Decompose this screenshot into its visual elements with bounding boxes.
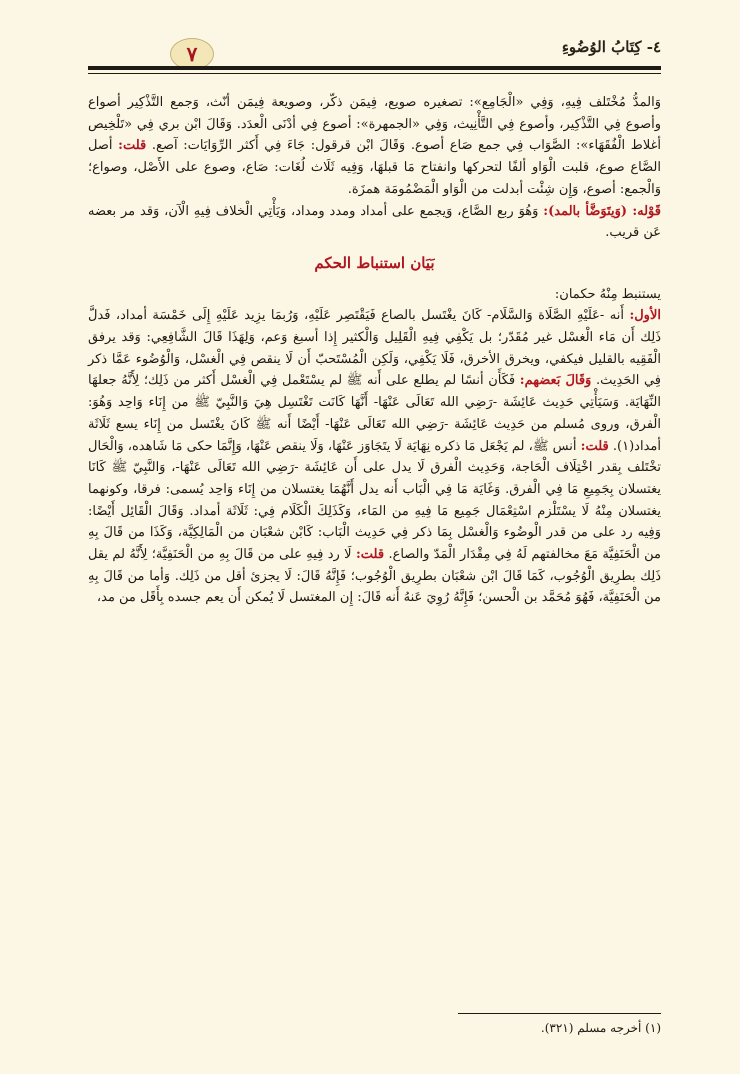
header-rule-thin — [88, 73, 661, 74]
al-awwal-label: الأول: — [629, 308, 661, 324]
qult-label: قلت: — [355, 547, 385, 563]
body-text — [88, 92, 661, 609]
paragraph: وَالمدُّ مُخْتَلف فِيهِ، وَفِي «الْجَامِع»: تصغيره صويع، فِيمَن ذكّر، وصويعة فِيمَن أنّث، وَجمع التَّذْكِير أصواع وأصوع فِي التَّذْكِير، وأصوع فِي التَّأْنِيث، وَفِي «الجمهرة»: أصوع فِي أدْنَى الْعدَد. وَقَالَ ابْن بري فِي «تَلْخِيص أغلاط الْفُقَهَاء»: الصَّوَاب فِي جمع صَاع أصوع. وَقَالَ ابْن قرقول: جَاءَ فِي أَكثر الرِّوَايَات: آصع. قلت: أصل الصَّاع صوع، قلبت الْوَاو ألفًا لتحركها وانفتاح مَا قبلهَا، وَفِيه ثَلَاث لُغَات: صَاع، وصوع على الأَصْل، وصواع؛ وَالْجمع: أصوع، وَإِن شِئْت أبدلت من الْوَاو الْمَضْمُومَة همزَة. — [88, 95, 661, 197]
header-rule-thick — [88, 66, 661, 70]
wa-qal-al-qail-label: وَقَالَ الْقَائِل أَيْضًا: — [88, 503, 184, 519]
qult-label: قلت: — [118, 138, 147, 154]
paragraph: الأول: أَنه -عَلَيْهِ الصَّلَاة وَالسَّلَام- كَانَ يغْتَسل بالصاع فَيَقْتَصِر عَلَيْهِ، وَرُبمَا يزِيد عَلَيْهِ إِلَى خَمْسَة أمداد، فَدلَّ ذَلِك أَن مَاء الْغسْل غير مُقَدّر؛ بل يَكْفِي فِيهِ الْقَلِيل وَالْكثير إِذا أسبغ وَعم، وَلِهَذَا قَالَ الشَّافِعِي: وَقد يرفق الْفَقِيه بالقليل فيكفي، ويخرق الأخرق، فَلَا يَكْفِي، وَلَكِن الْمُسْتَحبّ أَن لَا ينقص فِي الْغسْل، وَالْوُضُوء عَمَّا ذكر فِي الحَدِيث. وَقَالَ بَعضهم: فَكَأَن أنسًا لم يطلع على أَنه ﷺ لم يسْتَعْمل فِي الْغسْل أَكثر من ذَلِك؛ لِأَنَّهُ جعلهَا النِّهَايَة. وَسَيَأْتِي حَدِيث عَائِشَة -رَضِي الله تَعَالَى عَنْهَا- أَنَّهَا كَانَت تَغْتَسِل هِيَ وَالنَّبِيّ ﷺ من إِنَاء وَاحِد وَهُوَ: الْفرق، وروى مُسلم من حَدِيث عَائِشَة -رَضِي الله تَعَالَى عَنْهَا- أَيْضًا أَنه ﷺ كَانَ يغْتَسل من إِنَاء يسع ثَلَاثَة أمداد(١). قلت: أنس ﷺ، لم يَجْعَل مَا ذكره نِهَايَة لَا يتَجَاوَز عَنْهَا، وَلَا ينقص عَنْهَا، وَإِنَّمَا حكى مَا شَاهده، وَالْحَال تخْتَلف بِقدر اخْتِلَاف الْحَاجة، وَحَدِيث الْفرق لَا يدل على أَن عَائِشَة -رَضِي الله تَعَالَى عَنْهَا-، وَالنَّبِيّ ﷺ كَانَا يغتسلان بِجَمِيعِ مَا فِي الْفرق. وَغَايَة مَا فِي الْبَاب أَنه يدل أَنَّهُمَا يغتسلان من إِنَاء وَاحِد يُسمى: فرقا، وكونهما يغتسلان مِنْهُ لَا يسْتَلْزم اسْتِعْمَال جَمِيع مَا فِيهِ من المَاء، وَكَذَلِكَ الْكَلَام فِي: ثَلَاثَة أمداد. وَقَالَ الْقَائِل أَيْضًا: وَفِيه رد على من قدر الْوضُوء وَالْغسْل بِمَا ذكر فِي حَدِيث الْبَاب: كَابْن شعْبَان من الْمَالِكِيَّة، وَكَذَا من قَالَ بِهِ من الْحَنَفِيَّة مَعَ مخالفتهم لَهُ فِي مِقْدَار الْمَدّ والصاع. قلت: لَا رد فِيهِ على من قَالَ بِهِ من الْحَنَفِيَّة؛ لِأَنَّهُ لم يقل ذَلِك بطرِيق الْوُجُوب، كَمَا قَالَ ابْن شعْبَان بطرِيق الْوُجُوب؛ فَإِنَّهُ قَالَ: لَا يجزئ أقل من ذَلِك. وَأما من قَالَ بِهِ من الْحَنَفِيَّة، فَهُوَ مُحَمَّد بن الْحسن؛ فَإِنَّهُ رُوِيَ عَنهُ أَنه قَالَ: إِن المغتسل لَا يُمكن أَن يعم جسده بِأَقَل من مد، — [88, 308, 662, 606]
chapter-title: ٤- كِتَابُ الوُضُوءِ — [561, 38, 661, 56]
section-heading: بَيَان استنباط الحكم — [314, 253, 435, 272]
paragraph: قَوْله: (وَيتَوَضَّأ بالمد): وَهُوَ ربع الصَّاع، وَيجمع على أمداد ومدد ومداد، وَيَأْتِي الْخلاف فِيهِ الْآن، وَقد مر بعضه عَن قريب. — [88, 203, 661, 241]
wa-qal-baaduhum-label: وَقَالَ بَعضهم: — [519, 373, 592, 389]
qult-label: قلت: — [580, 438, 609, 454]
footnote: (١) أخرجه مسلم (٣٢١). — [540, 1021, 661, 1035]
paragraph: يستنبط مِنْهُ حكمان: — [554, 286, 661, 302]
page-number-badge: ٧ — [170, 38, 214, 70]
footnote-rule — [458, 1013, 661, 1014]
qawluh-label: قَوْله: (وَيتَوَضَّأ بالمد): — [543, 203, 661, 219]
